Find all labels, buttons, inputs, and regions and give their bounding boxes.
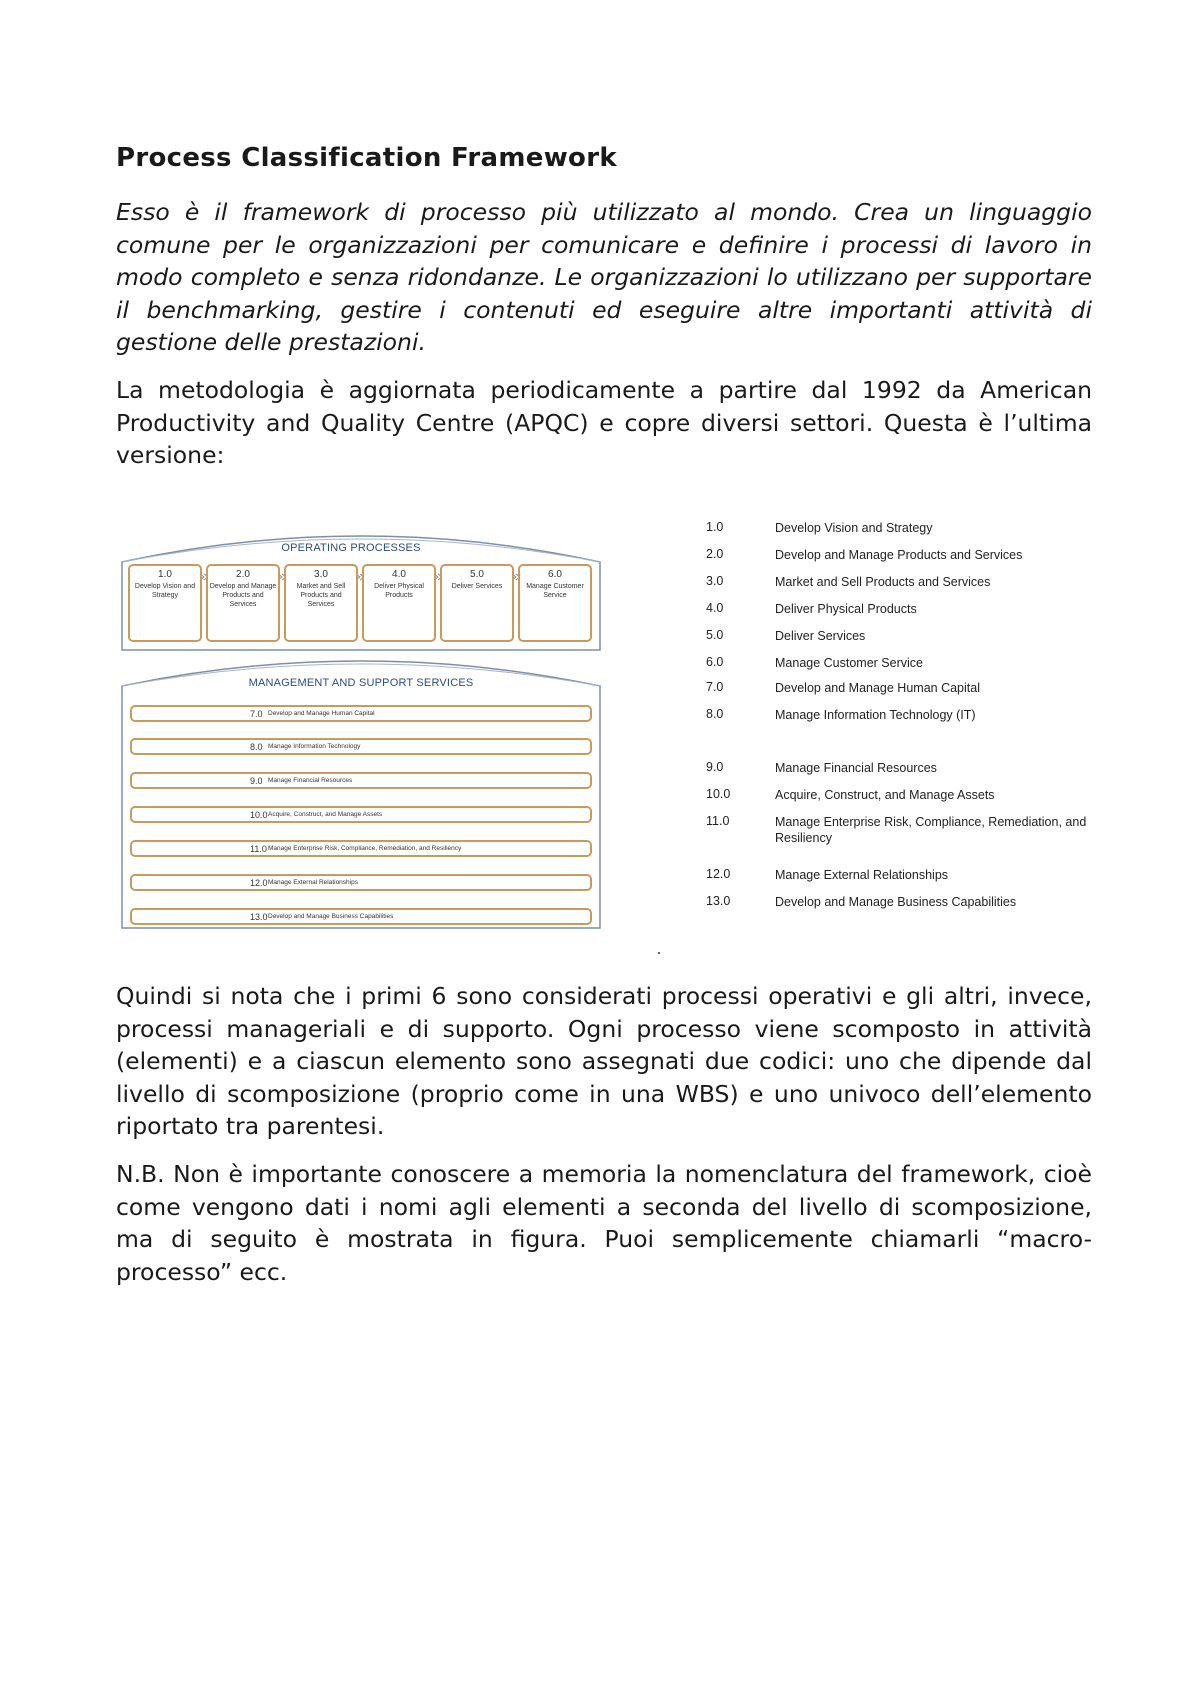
legend-number: 13.0 xyxy=(706,894,731,908)
legend-number: 8.0 xyxy=(706,707,724,721)
op-box-number: 2.0 xyxy=(236,569,250,580)
legend-number: 4.0 xyxy=(706,601,724,615)
legend-label: Develop Vision and Strategy xyxy=(775,521,933,535)
legend-number: 3.0 xyxy=(706,574,724,588)
legend-number: 12.0 xyxy=(706,867,731,881)
ms-bar xyxy=(130,806,592,823)
op-box xyxy=(518,564,592,642)
op-box-number: 5.0 xyxy=(470,569,484,580)
op-box xyxy=(284,564,358,642)
legend-number: 1.0 xyxy=(706,520,724,534)
legend-number: 10.0 xyxy=(706,787,731,801)
ms-bar-label: Manage Financial Resources xyxy=(268,777,353,784)
ms-bar xyxy=(130,738,592,755)
legend-number: 2.0 xyxy=(706,547,724,561)
stray-dot xyxy=(658,952,660,954)
op-box-number: 3.0 xyxy=(314,569,328,580)
op-box-label: Deliver Services xyxy=(451,583,503,590)
legend-number: 9.0 xyxy=(706,760,724,774)
ms-bar xyxy=(130,840,592,857)
legend-label: Manage Customer Service xyxy=(775,656,923,670)
op-box-number: 4.0 xyxy=(392,569,406,580)
op-box-label: Manage Customer Service xyxy=(526,583,584,599)
op-box-label: Develop and Manage Products and Services xyxy=(209,583,277,608)
ms-bar-number: 9.0 xyxy=(250,776,263,786)
legend-number: 5.0 xyxy=(706,628,724,642)
op-box xyxy=(128,564,202,642)
op-box xyxy=(206,564,280,642)
ms-bar-number: 13.0 xyxy=(250,912,268,922)
pcf-diagram xyxy=(116,520,606,940)
legend-label: Manage Enterprise Risk, Compliance, Remediation, and Resiliency xyxy=(775,815,1087,845)
legend-number: 11.0 xyxy=(706,814,730,828)
ms-bar-label: Develop and Manage Business Capabilities xyxy=(268,913,394,920)
ms-bar-label: Manage Information Technology xyxy=(268,743,361,750)
ms-bar-number: 10.0 xyxy=(250,810,268,820)
ms-bar xyxy=(130,908,592,925)
legend-label: Manage Financial Resources xyxy=(775,761,937,775)
op-box-label: Market and Sell Products and Services xyxy=(296,583,346,608)
methodology-paragraph: La metodologia è aggiornata periodicamente a partire dal 1992 da American Productivity and Quality Centre (APQC) e copre diversi settori. Questa è l’ultima versione: xyxy=(116,376,1092,469)
op-box xyxy=(362,564,436,642)
ms-bar-number: 7.0 xyxy=(250,709,263,719)
op-box-number: 1.0 xyxy=(158,569,172,580)
ms-bar-label: Develop and Manage Human Capital xyxy=(268,710,375,717)
legend-label: Acquire, Construct, and Manage Assets xyxy=(775,788,995,802)
ms-bar xyxy=(130,705,592,722)
legend-label: Manage Information Technology (IT) xyxy=(775,708,976,722)
legend-label: Develop and Manage Products and Services xyxy=(775,548,1023,562)
operating-processes-title: OPERATING PROCESSES xyxy=(281,542,421,554)
ms-bar-label: Manage External Relationships xyxy=(268,879,358,886)
note-paragraph: N.B. Non è importante conoscere a memoria la nomenclatura del framework, cioè come vengono dati i nomi agli elementi a seconda del livello di scomposizione, ma di seguito è mostrata in figura. Puoi semplicemente chiamarli “macro-processo” ecc. xyxy=(116,1160,1092,1286)
processes-paragraph: Quindi si nota che i primi 6 sono considerati processi operativi e gli altri, invece, processi manageriali e di supporto. Ogni processo viene scomposto in attività (elementi) e a ciascun elemento sono assegnati due codici: uno che dipende dal livello di scomposizione (proprio come in una WBS) e uno univoco dell’elemento riportato tra parentesi. xyxy=(116,982,1092,1140)
ms-bar-number: 8.0 xyxy=(250,742,263,752)
pcf-figure xyxy=(116,520,1092,940)
ms-bar-label: Acquire, Construct, and Manage Assets xyxy=(268,811,383,818)
op-box xyxy=(440,564,514,642)
ms-bar-number: 12.0 xyxy=(250,878,268,888)
ms-bar-label: Manage Enterprise Risk, Compliance, Remediation, and Resiliency xyxy=(268,845,462,852)
legend-label: Deliver Services xyxy=(775,629,866,643)
op-box-number: 6.0 xyxy=(548,569,562,580)
ms-bar-number: 11.0 xyxy=(250,844,267,854)
legend-number: 7.0 xyxy=(706,680,724,694)
legend-label: Deliver Physical Products xyxy=(775,602,917,616)
op-box-label: Deliver Physical Products xyxy=(374,583,424,599)
op-box-label: Develop Vision and Strategy xyxy=(134,583,196,599)
management-services-title: MANAGEMENT AND SUPPORT SERVICES xyxy=(248,677,474,689)
legend-label: Develop and Manage Business Capabilities xyxy=(775,895,1017,909)
ms-bar xyxy=(130,772,592,789)
ms-bar xyxy=(130,874,592,891)
legend-label: Market and Sell Products and Services xyxy=(775,575,991,589)
legend-label: Develop and Manage Human Capital xyxy=(775,681,980,695)
intro-paragraph: Esso è il framework di processo più utilizzato al mondo. Crea un linguaggio comune per le organizzazioni per comunicare e definire i processi di lavoro in modo completo e senza ridondanze. Le organizzazioni lo utilizzano per supportare il benchmarking, gestire i contenuti ed eseguire altre importanti attività di gestione delle prestazioni. xyxy=(116,198,1092,356)
legend-number: 6.0 xyxy=(706,655,724,669)
legend-label: Manage External Relationships xyxy=(775,868,949,882)
page-title: Process Classification Framework xyxy=(116,143,617,173)
